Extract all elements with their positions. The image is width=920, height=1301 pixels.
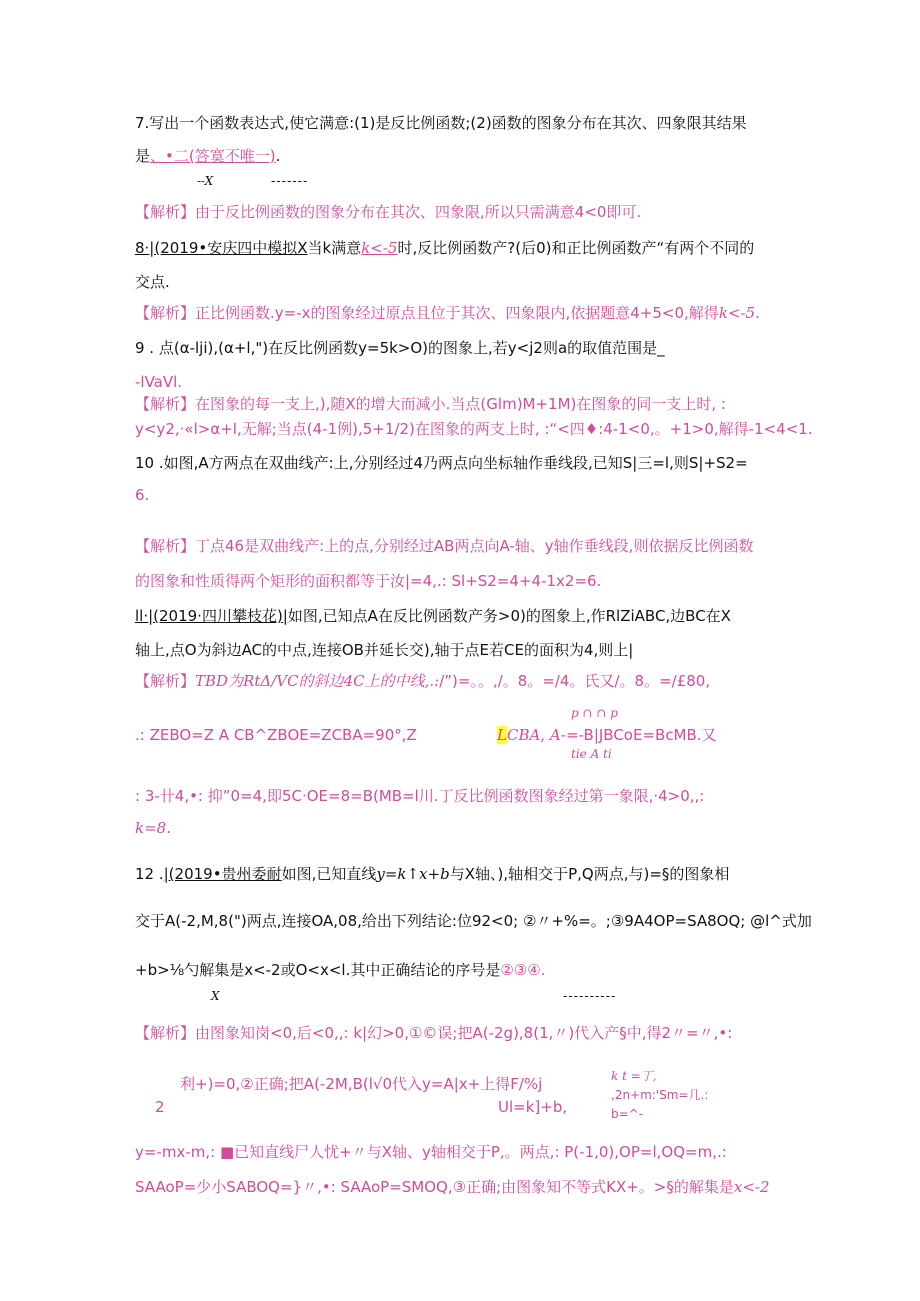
- q9-analysis2: y<y2,·«l>α+l,无解;当点(4-1例),5+1/2)在图象的两支上时, :“<四♦:4-1<0,。+1>0,解得-1<4<1.: [135, 420, 813, 438]
- q12-analysis4: [135, 1177, 770, 1197]
- q12-line1-ital: y=k↑x+b: [376, 865, 450, 883]
- q12-analysis1: 【解析】由图象知岗<0,后<0,,: k|幻>0,①©误;把A(-2g),8(1,〃)代入产§中,得2〃=〃,•:: [135, 1024, 733, 1042]
- q12-sys3: b=^-: [611, 1107, 644, 1121]
- q10-analysis2: 的图象和性质得两个矩形的面积都等于汝|=4,.: Sl+S2=4+4-1x2=6.: [135, 572, 602, 590]
- q8-line1-a: 当k满意: [307, 239, 362, 257]
- q10-analysis1: 【解析】丁点46是双曲线产:上的点,分别经过AB两点向A-轴、y轴作垂线段,则依据反比例函数: [135, 537, 754, 555]
- q12-analysis4-tail: x<-2: [733, 1178, 770, 1196]
- q12-line1-b: 与X轴、),轴相交于P,Q两点,与)=§的图象相: [449, 865, 730, 883]
- q12-sys2: ,2n+m:'Sm=几.:: [611, 1088, 709, 1102]
- q7-answer: 、•二(答寞不唯一): [150, 147, 276, 165]
- q8-line1-b: 时,反比例函数产?(后0)和正比例函数产“有两个不同的: [397, 239, 755, 257]
- q9-line1: 9 . 点(α-lji),(α+l,")在反比例函数y=5k>O)的图象上,若y<j2则a的取值范围是_: [135, 339, 665, 357]
- q11-analysis2-left: .: ZEBO=Z A CB^ZBOE=ZCBA=90°,Z: [135, 726, 417, 744]
- q8-analysis-text: 【解析】正比例函数.y=-x的图象经过原点且位于其次、四象限内,依据题意4+5<0,解得: [135, 304, 719, 322]
- q11-highlight: L: [497, 726, 507, 744]
- q12-sub-x: X: [211, 989, 220, 1003]
- q12-analysis3: y=-mx-m,: ■已知直线尸人忧+〃与X轴、y轴相交于P,。两点,: P(-1,0),OP=l,OQ=m,.:: [135, 1143, 727, 1161]
- q11-frac-bot: tie A ti: [571, 747, 612, 761]
- q11-line2: 轴上,点O为斜边AC的中点,连接OB并延长交),轴于点E若CE的面积为4,则上|: [135, 641, 634, 659]
- q7-line2-prefix: 是: [135, 147, 151, 165]
- q7-analysis: 【解析】由于反比例函数的图象分布在其次、四象限,所以只需满意4<0即可.: [135, 203, 642, 221]
- q11-analysis1: [135, 671, 710, 691]
- q12-line3-text: +b>⅛勺解集是x<-2或O<x<l.其中正确结论的序号是: [135, 961, 501, 979]
- q7-line2: [135, 146, 280, 166]
- q8-answer: k<-5: [361, 239, 398, 257]
- q12-analysis4-text: SAAoP=少小SABOQ=}〃,•: SAAoP=SMOQ,③正确;由图象知不等式KX+。>§的解集是: [135, 1178, 734, 1196]
- q12-source: |(2019•贵州委耐: [163, 865, 282, 883]
- q12-line2: 交于A(-2,M,8(")两点,连接OA,08,给出下列结论:位92<0; ②〃+%=。;③9A4OP=SA8OQ; @l^式加: [135, 912, 812, 930]
- q11-analysis1-ital: TBD为RtΔ/VC的斜边4C上的中线,.:: [195, 672, 440, 690]
- q8-analysis: [135, 303, 760, 323]
- q11-analysis2-mid: CBA, A: [506, 726, 561, 744]
- q12-analysis2-num: 2: [155, 1098, 165, 1116]
- q7-sub-x: --X: [197, 174, 214, 188]
- q11-analysis3: : 3-卄4,•: 抑”0=4,即5C·OE=8=B(MB=l川.丁反比例函数图象经过第一象限,·4>0,,:: [135, 787, 705, 805]
- q8-analysis-tail: k<-5.: [718, 304, 760, 322]
- q11-analysis2-rest: -=-B|JBCoE=BcMB.又: [560, 726, 717, 744]
- q11-analysis1-lead: 【解析】: [135, 672, 196, 690]
- q11-frac-top: p ∩ ∩ p: [571, 706, 618, 720]
- q9-analysis1: 【解析】在图象的每一支上,),随X的增大而减小.当点(Glm)M+1M)在图象的同一支上时, :: [135, 395, 726, 413]
- q11-analysis1-rest: /”)=。。,/。8。=/4。氏又/。8。=/£80,: [439, 672, 711, 690]
- q12-answer: ②③④.: [500, 961, 546, 979]
- q7-sub-dashes: -------: [271, 174, 309, 188]
- q9-answer: -lVaVl.: [135, 373, 183, 391]
- q11-analysis2-right: [497, 725, 717, 745]
- q8-line1: [135, 238, 754, 258]
- q11-source: ll·|(2019·四川攀枝花)|: [135, 607, 288, 625]
- q12-sys1: k t =丁,: [611, 1069, 657, 1083]
- q12-analysis2: 利+)=0,②正确;把A(-2M,B(l√0代入y=A|x+上得F/%j: [180, 1075, 543, 1093]
- q12-sub-dashes: ----------: [563, 989, 617, 1003]
- q7-line2-suffix: .: [275, 147, 281, 165]
- q7-line1: 7.写出一个函数表达式,使它满意:(1)是反比例函数;(2)函数的图象分布在其次、四象限其结果: [135, 114, 747, 132]
- q10-answer: 6.: [135, 486, 150, 504]
- q11-analysis4: k=8.: [135, 819, 171, 837]
- q8-source: 8·|(2019•安庆四中模拟X: [135, 239, 308, 257]
- q12-line1-a: 如图,已知直线: [281, 865, 377, 883]
- q12-line3: [135, 960, 545, 980]
- q8-line2: 交点.: [135, 273, 170, 291]
- q12-analysis2-eq: Ul=k]+b,: [498, 1098, 568, 1116]
- q10-line1: 10 .如图,A方两点在双曲线产:上,分别经过4乃两点向坐标轴作垂线段,已知S|三=l,则S|+S2=: [135, 454, 748, 472]
- q11-line1-text: 如图,已知点A在反比例函数产务>0)的图象上,作RlZiABC,边BC在X: [287, 607, 731, 625]
- q11-line1: [135, 606, 731, 626]
- q12-prefix: 12 .: [135, 865, 164, 883]
- q12-line1: [135, 864, 729, 884]
